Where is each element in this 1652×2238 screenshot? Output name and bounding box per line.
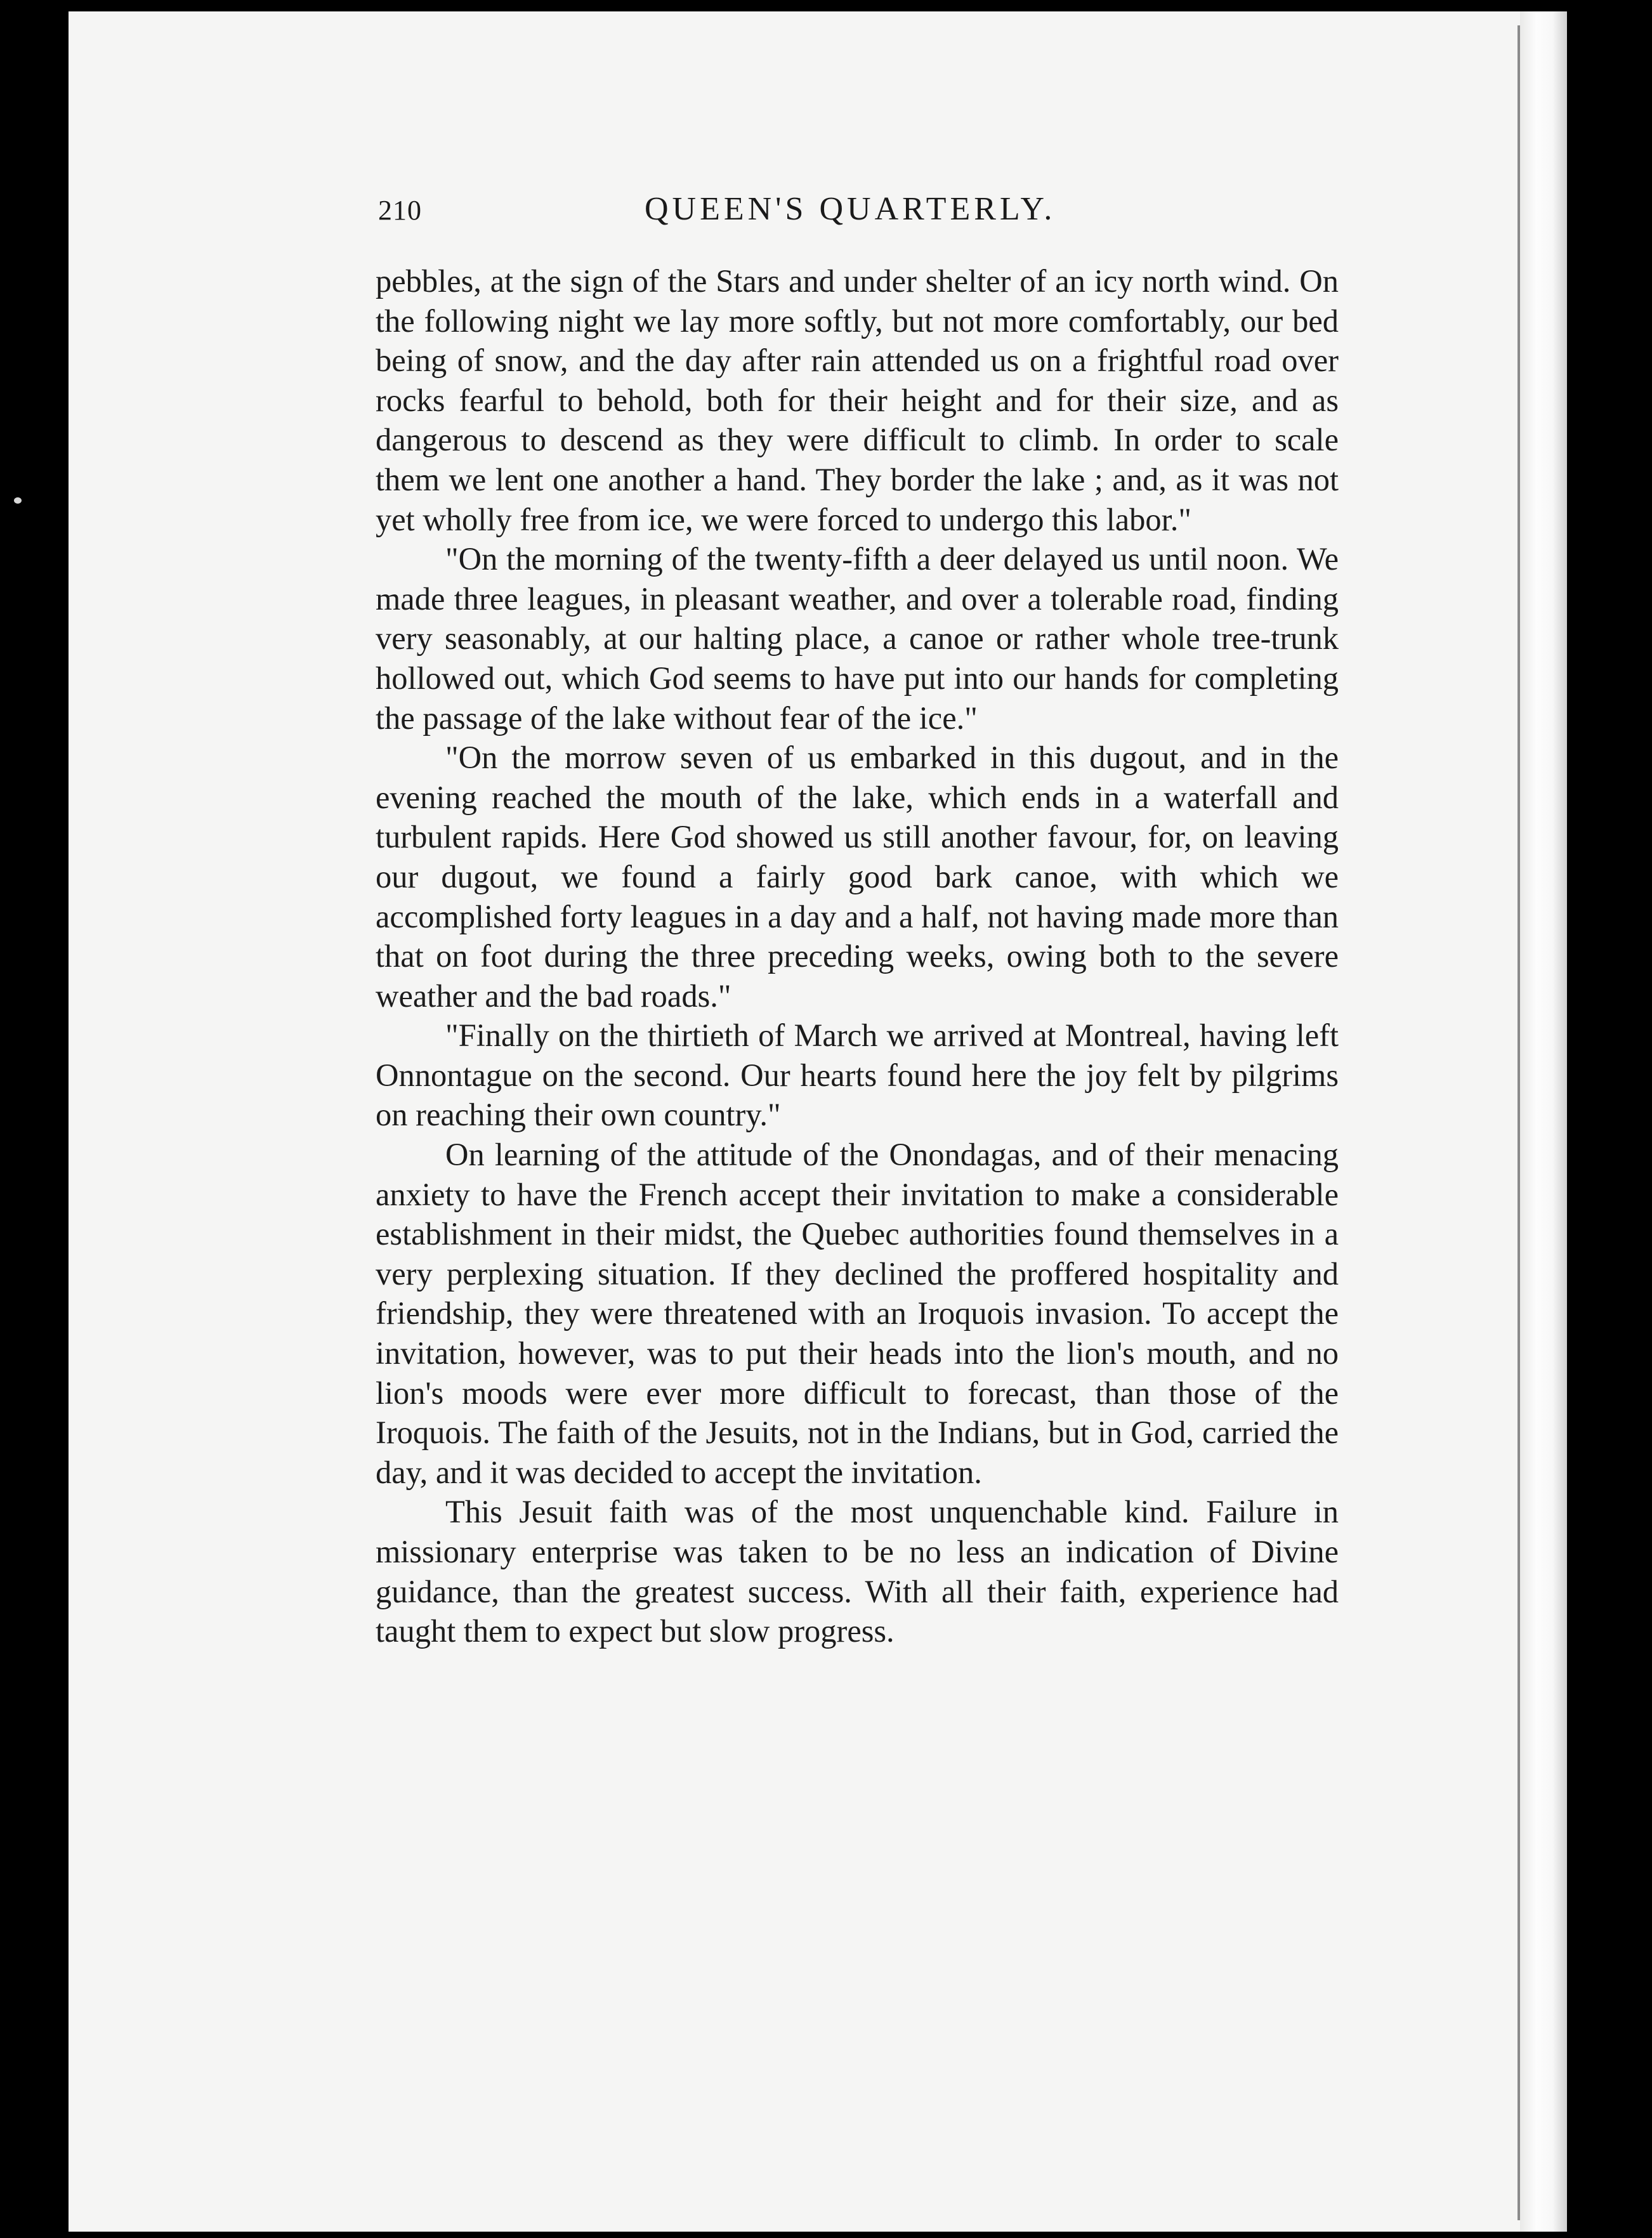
paragraph: On learning of the attitude of the Onondagas, and of their menacing anxiety to have the French accept their invitation to make a considerable establishment in their midst, the Quebec authorities found themselves in a very perplexing situation. If they declined the proffered hospitality and friendship, they were threatened with an Iroquois invasion. To accept the invitation, however, was to put their heads into the lion's mouth, and no lion's moods were ever more difficult to forecast, than those of the Iroquois. The faith of the Jesuits, not in the Indians, but in God, carried the day, and it was decided to accept the invitation. xyxy=(376,1137,1339,1490)
page-header xyxy=(378,190,1336,241)
paragraph: This Jesuit faith was of the most unquenchable kind. Failure in missionary enterprise was taken to be no less an indication of Divine guidance, than the greatest success. With all their faith, experience had taught them to expect but slow progress. xyxy=(376,1494,1339,1649)
paragraph: "Finally on the thirtieth of March we arrived at Montreal, having left Onnontague on the second. Our hearts found here the joy felt by pilgrims on reaching their own country." xyxy=(376,1018,1339,1133)
paragraph: "On the morning of the twenty-fifth a deer delayed us until noon. We made three leagues, in pleasant weather, and over a tolerable road, finding very seasonably, at our halting place, a canoe or rather whole tree-trunk hollowed out, which God seems to have put into our hands for completing the passage of the lake without fear of the ice." xyxy=(376,541,1339,736)
scan-border-right xyxy=(1567,0,1652,2238)
page-number: 210 xyxy=(378,195,422,226)
body-text xyxy=(376,261,1339,1651)
page-edge xyxy=(1520,11,1567,2232)
running-title: QUEEN'S QUARTERLY. xyxy=(645,191,1056,227)
margin-speck xyxy=(14,497,22,504)
paragraph: "On the morrow seven of us embarked in this dugout, and in the evening reached the mouth of the lake, which ends in a waterfall and turbulent rapids. Here God showed us still another favour, for, on leaving our dugout, we found a fairly good bark canoe, with which we accomplished forty leagues in a day and a half, not having made more than that on foot during the three preceding weeks, owing both to the severe weather and the bad roads." xyxy=(376,740,1339,1014)
paragraph: pebbles, at the sign of the Stars and under shelter of an icy north wind. On the following night we lay more softly, but not more comfortably, our bed being of snow, and the day after rain attended us on a frightful road over rocks fearful to behold, both for their height and for their size, and as dangerous to descend as they were difficult to climb. In order to scale them we lent one another a hand. They border the lake ; and, as it was not yet wholly free from ice, we were forced to undergo this labor." xyxy=(376,263,1339,537)
